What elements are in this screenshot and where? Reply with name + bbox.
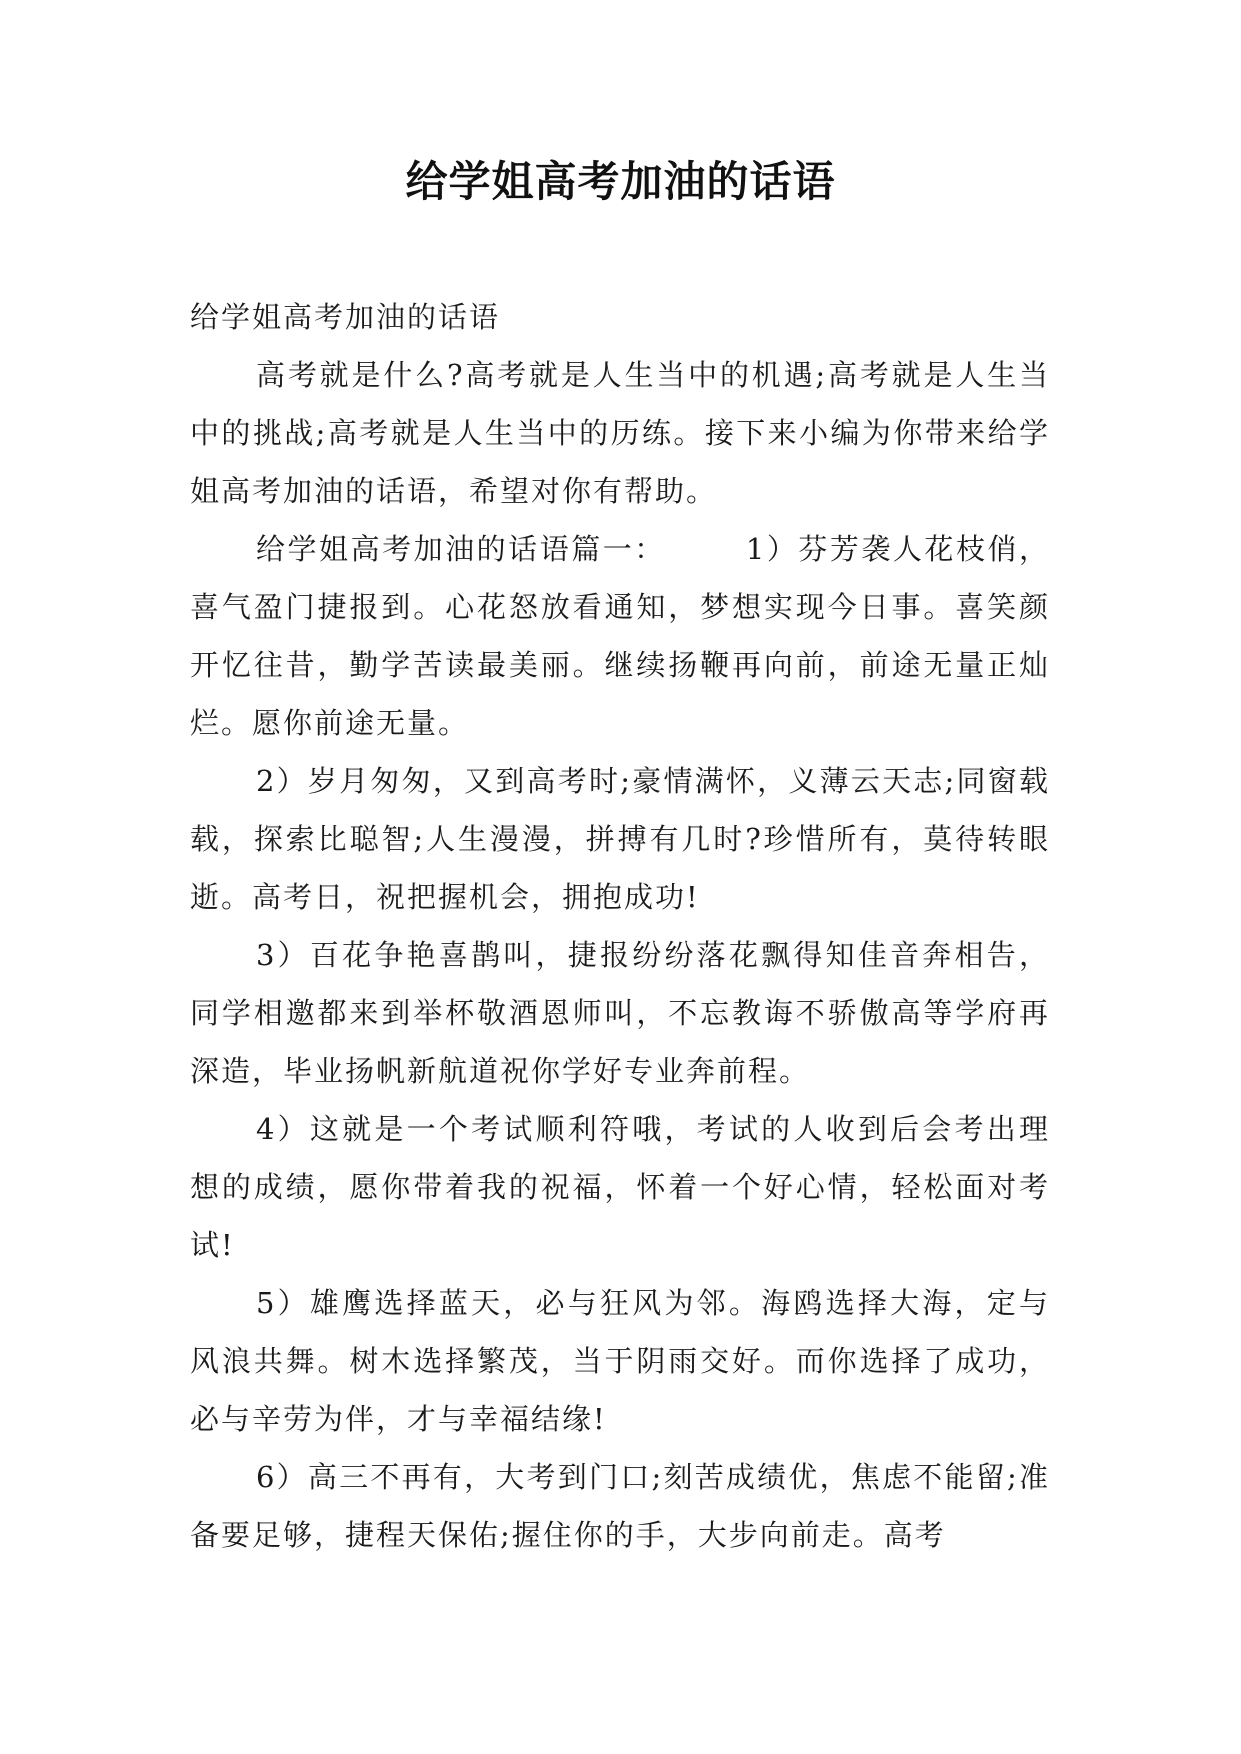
paragraph: 6）高三不再有，大考到门口;刻苦成绩优，焦虑不能留;准备要足够，捷程天保佑;握住你的手，大步向前走。高考	[190, 1460, 1050, 1552]
paragraph: 5）雄鹰选择蓝天，必与狂风为邻。海鸥选择大海，定与风浪共舞。树木选择繁茂，当于阴雨交好。而你选择了成功，必与辛劳为伴，才与幸福结缘!	[190, 1286, 1050, 1436]
document-subtitle: 给学姐高考加油的话语	[190, 300, 501, 334]
paragraph: 2）岁月匆匆，又到高考时;豪情满怀，义薄云天志;同窗载载，探索比聪智;人生漫漫，拼搏有几时?珍惜所有，莫待转眼逝。高考日，祝把握机会，拥抱成功!	[190, 764, 1050, 914]
paragraph: 3）百花争艳喜鹊叫，捷报纷纷落花飘得知佳音奔相告，同学相邀都来到举杯敬酒恩师叫，不忘教诲不骄傲高等学府再深造，毕业扬帆新航道祝你学好专业奔前程。	[190, 938, 1050, 1088]
document-body	[190, 288, 1050, 1564]
paragraph: 给学姐高考加油的话语篇一： 1）芬芳袭人花枝俏，喜气盈门捷报到。心花怒放看通知，梦想实现今日事。喜笑颜开忆往昔，勤学苦读最美丽。继续扬鞭再向前，前途无量正灿烂。愿你前途无量。	[190, 532, 1050, 740]
paragraph: 高考就是什么?高考就是人生当中的机遇;高考就是人生当中的挑战;高考就是人生当中的历练。接下来小编为你带来给学姐高考加油的话语，希望对你有帮助。	[190, 358, 1050, 508]
page-title: 给学姐高考加油的话语	[405, 157, 836, 206]
paragraph: 4）这就是一个考试顺利符哦，考试的人收到后会考出理想的成绩，愿你带着我的祝福，怀着一个好心情，轻松面对考试!	[190, 1112, 1050, 1262]
